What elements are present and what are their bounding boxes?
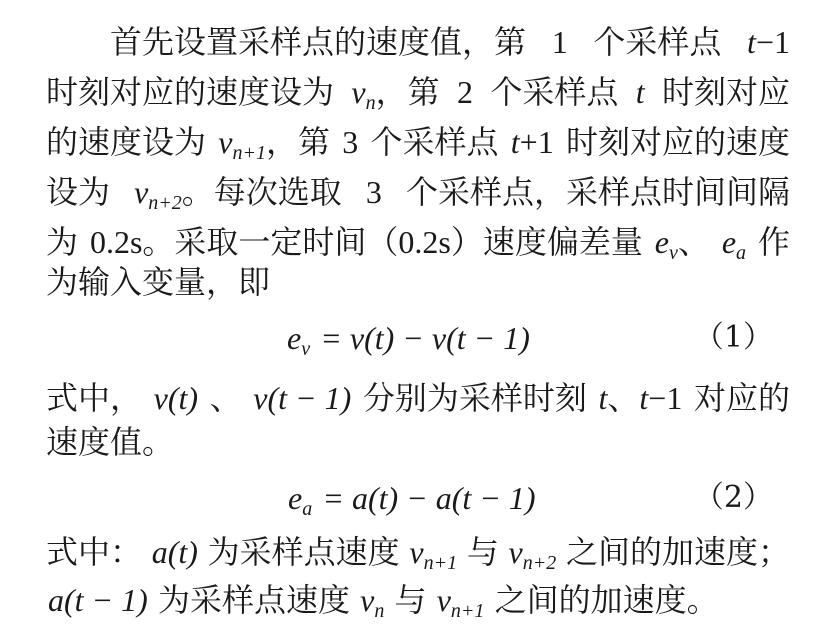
var-ev: $e_v$、 (654, 223, 710, 264)
var-ea: $e_a$ (721, 224, 747, 264)
velocity-vn1: $v_{n+1}$ (409, 534, 458, 574)
paragraph2-line2 (46, 422, 790, 462)
velocity-vn: $v_n$ (360, 582, 385, 622)
text: 式中， (46, 379, 143, 417)
text: 个采样点 (490, 73, 619, 111)
equation-1-number: （1） (693, 320, 773, 355)
equation-1 (287, 318, 530, 369)
text: 为采样点速度 (157, 581, 350, 619)
text: 个采样点 (370, 123, 499, 161)
text: 设为 (46, 173, 111, 211)
time-expr: t−1 (747, 24, 790, 60)
text: 个采样点 (593, 23, 722, 61)
number: 1 (551, 24, 568, 60)
eq2-rhs: = a(t) − a(t − 1) (322, 480, 536, 516)
text: 的速度设为 (46, 123, 207, 161)
paragraph1-line2 (46, 72, 790, 123)
paragraph1-line6 (46, 262, 790, 302)
paragraph3-line1 (46, 532, 790, 583)
expr-vt-1: v(t − 1) (253, 380, 352, 416)
text: 与 (466, 533, 499, 571)
eq1-lhs: $e_v$ (287, 320, 311, 360)
paragraph1-line1 (110, 22, 790, 62)
time-exprs: t、t−1 (598, 379, 683, 417)
number: 2 (456, 74, 473, 110)
text: 式中： (46, 533, 143, 571)
text: 与 (394, 581, 427, 619)
velocity-vn1: $v_{n+1}$ (436, 582, 485, 622)
text: 为输入变量，即 (46, 263, 271, 301)
velocity-vn1: $v_{n+1}$，第 (218, 123, 330, 164)
equation-2 (288, 478, 536, 529)
number: 3 (342, 124, 359, 160)
text: 作 (757, 223, 790, 261)
interval: 0.2s。采取一定时间（0.2s）速度偏差量 (89, 223, 643, 261)
velocity-vn: $v_n$，第 (351, 73, 440, 114)
expr-vt: v(t) (153, 380, 199, 416)
sep: 、 (209, 379, 242, 417)
equation-2-number: （2） (693, 480, 773, 515)
text: 为 (46, 223, 79, 261)
number: 3 (365, 174, 382, 210)
text: 对应的 (693, 379, 790, 417)
text: 个采样点，采样点时间间隔 (405, 173, 790, 211)
text: 时刻对应 (661, 73, 790, 111)
paragraph1-line4 (46, 172, 790, 223)
eq2-lhs: $e_a$ (288, 480, 313, 520)
paragraph2-line1 (46, 378, 790, 418)
text: 时刻对应的速度 (565, 123, 790, 161)
expr-at: a(t) (151, 534, 198, 570)
velocity-vn2: $v_{n+2}$ (508, 534, 557, 574)
paragraph1-line3 (46, 122, 790, 173)
text: 分别为采样时刻 (362, 379, 587, 417)
time-var: t (635, 74, 645, 110)
text: 之间的加速度。 (494, 581, 719, 619)
text: 为采样点速度 (207, 533, 400, 571)
text: 时刻对应的速度设为 (46, 73, 335, 111)
velocity-vn2: $v_{n+2}$。每次选取 (134, 173, 342, 214)
time-expr: t+1 (510, 124, 554, 160)
paragraph3-line2 (48, 580, 792, 631)
expr-at-1: a(t − 1) (48, 582, 148, 618)
text: 速度值。 (46, 423, 175, 461)
eq1-rhs: = v(t) − v(t − 1) (320, 320, 530, 356)
text: 之间的加速度； (565, 533, 790, 571)
text: 首先设置采样点的速度值，第 (110, 23, 527, 61)
